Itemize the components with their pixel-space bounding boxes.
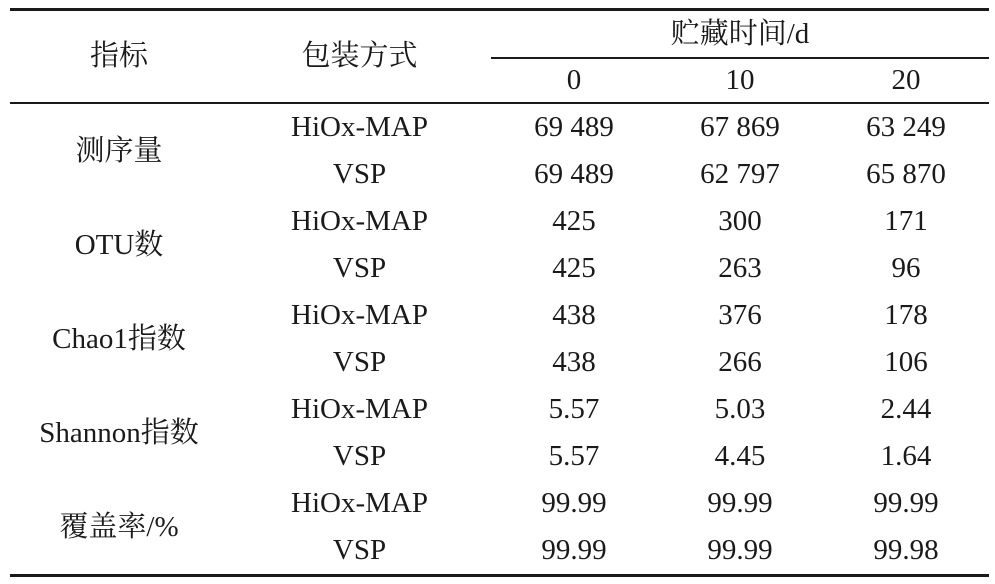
table-cell: 1.64 xyxy=(880,440,932,472)
table-cell: 438 xyxy=(552,346,596,378)
header-day-20: 20 xyxy=(891,64,921,96)
table-cell: 62 797 xyxy=(700,158,780,190)
table-cell: 63 249 xyxy=(866,111,946,143)
table-cell: 67 869 xyxy=(700,111,780,143)
packaging-label: VSP xyxy=(332,440,387,472)
metric-sequencing-depth: 测序量 xyxy=(75,134,163,167)
table-cell: 99.99 xyxy=(707,487,773,519)
table-cell: 99.99 xyxy=(873,487,939,519)
packaging-label: HiOx-MAP xyxy=(291,393,428,425)
metric-shannon-index: Shannon指数 xyxy=(39,416,199,449)
table-cell: 96 xyxy=(891,252,921,284)
table-cell: 2.44 xyxy=(880,393,932,425)
header-storage-time: 贮藏时间/d xyxy=(670,17,810,50)
table-cell: 99.99 xyxy=(541,487,607,519)
metric-otu-count: OTU数 xyxy=(74,228,164,261)
table-cell: 266 xyxy=(718,346,762,378)
table-cell: 263 xyxy=(718,252,762,284)
table-cell: 99.98 xyxy=(873,534,939,566)
table-cell: 4.45 xyxy=(714,440,766,472)
table-cell: 99.99 xyxy=(541,534,607,566)
header-metric: 指标 xyxy=(89,40,148,72)
table-bottom-rule xyxy=(10,574,989,577)
table-cell: 376 xyxy=(718,299,762,331)
packaging-label: HiOx-MAP xyxy=(291,487,428,519)
table-cell: 178 xyxy=(884,299,928,331)
table-cell: 425 xyxy=(552,252,596,284)
table-cell: 69 489 xyxy=(534,158,614,190)
packaging-label: VSP xyxy=(332,252,387,284)
table-cell: 425 xyxy=(552,205,596,237)
table-cell: 65 870 xyxy=(866,158,946,190)
packaging-label: VSP xyxy=(332,534,387,566)
table-cell: 99.99 xyxy=(707,534,773,566)
table-cell: 5.57 xyxy=(548,440,600,472)
data-table xyxy=(10,8,989,578)
table-cell: 106 xyxy=(884,346,928,378)
metric-chao1-index: Chao1指数 xyxy=(52,322,186,355)
table-cell: 438 xyxy=(552,299,596,331)
header-packaging: 包装方式 xyxy=(301,40,418,72)
header-day-10: 10 xyxy=(725,64,755,96)
packaging-label: VSP xyxy=(332,346,387,378)
metric-coverage: 覆盖率/% xyxy=(59,510,179,543)
packaging-label: HiOx-MAP xyxy=(291,111,428,143)
packaging-label: VSP xyxy=(332,158,387,190)
table-cell: 5.03 xyxy=(714,393,766,425)
table-cell: 171 xyxy=(884,205,928,237)
packaging-label: HiOx-MAP xyxy=(291,299,428,331)
table-cell: 69 489 xyxy=(534,111,614,143)
header-day-0: 0 xyxy=(566,64,582,96)
packaging-label: HiOx-MAP xyxy=(291,205,428,237)
table-cell: 5.57 xyxy=(548,393,600,425)
table-cell: 300 xyxy=(718,205,762,237)
